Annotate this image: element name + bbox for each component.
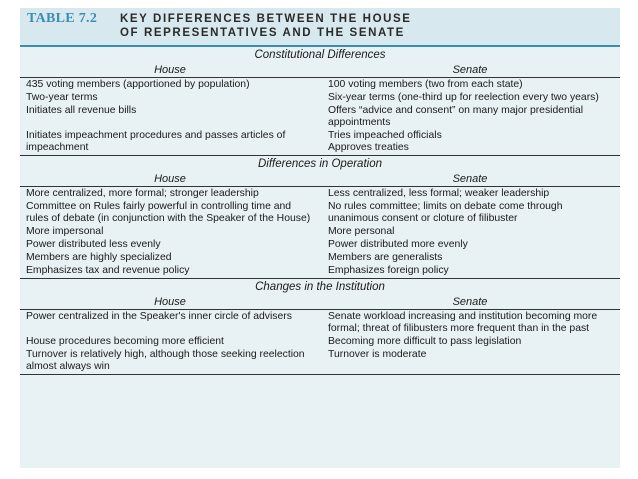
table-section xyxy=(20,47,620,156)
column-headers xyxy=(20,172,620,187)
house-cell: House procedures becoming more efficient xyxy=(26,336,224,347)
house-cell: More centralized, more formal; stronger leadership xyxy=(26,188,259,199)
table-sections xyxy=(20,47,620,375)
table-row xyxy=(20,239,620,251)
table-row xyxy=(20,201,620,225)
senate-cell: Emphasizes foreign policy xyxy=(328,265,449,276)
senate-cell: Members are generalists xyxy=(328,252,443,263)
house-cell: Committee on Rules fairly powerful in controlling time and rules of debate (in conjunction with the Speaker of the House) xyxy=(26,201,311,224)
comparison-table xyxy=(20,8,620,468)
house-cell: Initiates impeachment procedures and passes articles of impeachment xyxy=(26,130,286,153)
table-row xyxy=(20,92,620,104)
table-row xyxy=(20,130,620,154)
senate-cell: Less centralized, less formal; weaker leadership xyxy=(328,188,550,199)
senate-cell: Tries impeached officials Approves treaties xyxy=(328,130,442,153)
house-cell: Turnover is relatively high, although those seeking reelection almost always win xyxy=(26,349,305,372)
section-rows xyxy=(20,79,620,156)
table-row xyxy=(20,265,620,277)
senate-cell: No rules committee; limits on debate come through unanimous consent or cloture of filibuster xyxy=(328,201,563,224)
column-headers xyxy=(20,295,620,310)
senate-cell: Turnover is moderate xyxy=(328,349,427,360)
house-cell: Two-year terms xyxy=(26,92,98,103)
table-section xyxy=(20,156,620,279)
section-heading: Differences in Operation xyxy=(257,158,382,170)
senate-cell: Becoming more difficult to pass legislation xyxy=(328,336,522,347)
table-row xyxy=(20,336,620,348)
table-row xyxy=(20,252,620,264)
senate-cell: 100 voting members (two from each state) xyxy=(328,79,523,90)
table-number: TABLE 7.2 xyxy=(27,11,98,26)
column-header-house: House xyxy=(154,173,186,185)
table-title-line1: KEY DIFFERENCES BETWEEN THE HOUSE xyxy=(120,13,412,25)
house-cell: Emphasizes tax and revenue policy xyxy=(26,265,190,276)
table-row xyxy=(20,349,620,373)
section-heading: Changes in the Institution xyxy=(255,281,385,293)
house-cell: Members are highly specialized xyxy=(26,252,172,263)
house-cell: More impersonal xyxy=(26,226,104,237)
house-cell: Initiates all revenue bills xyxy=(26,105,137,116)
column-header-senate: Senate xyxy=(452,296,488,308)
table-title-bar xyxy=(20,8,620,47)
table-row xyxy=(20,105,620,129)
column-header-senate: Senate xyxy=(452,64,488,76)
house-cell: Power centralized in the Speaker's inner circle of advisers xyxy=(26,311,292,322)
senate-cell: Power distributed more evenly xyxy=(328,239,468,250)
table-title xyxy=(120,12,412,40)
table-title-line2: OF REPRESENTATIVES AND THE SENATE xyxy=(120,27,405,39)
table-row xyxy=(20,79,620,91)
column-header-house: House xyxy=(154,296,186,308)
column-header-house: House xyxy=(154,64,186,76)
table-row xyxy=(20,311,620,335)
senate-cell: Offers “advice and consent” on many major presidential appointments xyxy=(328,105,584,128)
section-heading: Constitutional Differences xyxy=(254,49,386,61)
column-header-senate: Senate xyxy=(452,173,488,185)
house-cell: Power distributed less evenly xyxy=(26,239,161,250)
table-row xyxy=(20,188,620,200)
senate-cell: Senate workload increasing and institution becoming more formal; threat of filibusters more frequent than in the past xyxy=(328,311,598,334)
column-headers xyxy=(20,63,620,78)
house-cell: 435 voting members (apportioned by population) xyxy=(26,79,250,90)
senate-cell: Six-year terms (one-third up for reelection every two years) xyxy=(328,92,599,103)
senate-cell: More personal xyxy=(328,226,395,237)
table-row xyxy=(20,226,620,238)
section-rows xyxy=(20,311,620,375)
table-section xyxy=(20,279,620,375)
section-rows xyxy=(20,188,620,279)
